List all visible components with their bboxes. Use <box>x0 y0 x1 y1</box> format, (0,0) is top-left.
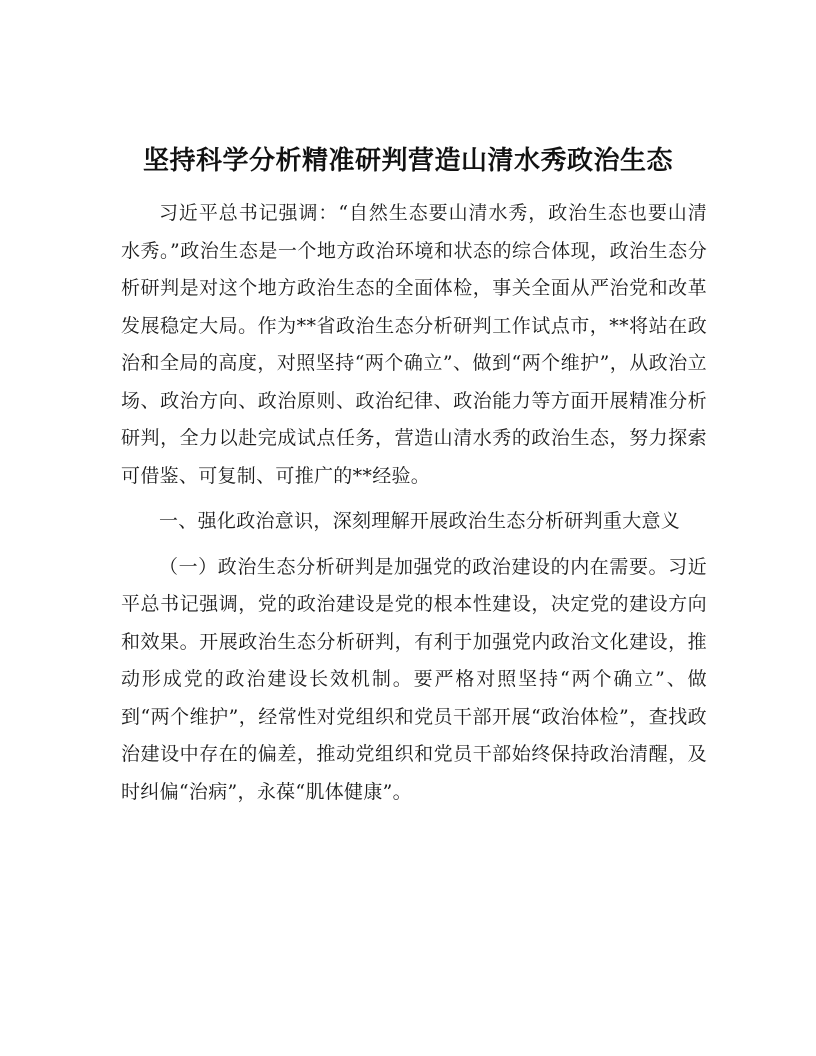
paragraph-intro: 习近平总书记强调：“自然生态要山清水秀，政治生态也要山清水秀。”政治生态是一个地方政治环境和状态的综合体现，政治生态分析研判是对这个地方政治生态的全面体检，事关全面从严治党和改革发展稳定大局。作为**省政治生态分析研判工作试点市，**将站在政治和全局的高度，对照坚持“两个确立”、做到“两个维护”，从政治立场、政治方向、政治原则、政治纪律、政治能力等方面开展精准分析研判，全力以赴完成试点任务，营造山清水秀的政治生态，努力探索可借鉴、可复制、可推广的**经验。 <box>121 202 707 487</box>
document-title: 坚持科学分析精准研判营造山清水秀政治生态 <box>142 146 673 176</box>
paragraph-subsection-1: （一）政治生态分析研判是加强党的政治建设的内在需要。习近平总书记强调，党的政治建设是党的根本性建设，决定党的建设方向和效果。开展政治生态分析研判，有利于加强党内政治文化建设，推动形成党的政治建设长效机制。要严格对照坚持“两个确立”、做到“两个维护”，经常性对党组织和党员干部开展“政治体检”，查找政治建设中存在的偏差，推动党组织和党员干部始终保持政治清醒，及时纠偏“治病”，永葆“肌体健康”。 <box>121 555 707 803</box>
document-body <box>121 195 707 811</box>
section-heading-1: 一、强化政治意识，深刻理解开展政治生态分析研判重大意义 <box>159 510 681 532</box>
